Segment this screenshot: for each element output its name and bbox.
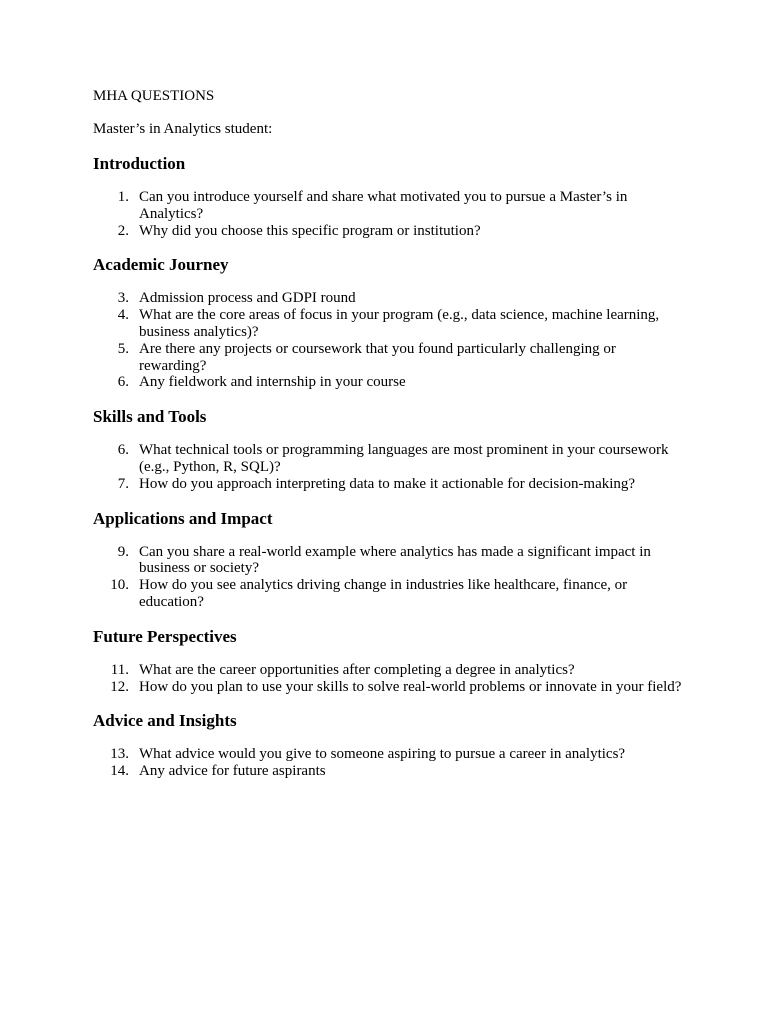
- question-list: [93, 189, 683, 239]
- question-text: What advice would you give to someone aspiring to pursue a career in analytics?: [139, 746, 626, 763]
- question-number: 3.: [117, 290, 129, 307]
- question-text: What are the core areas of focus in your program (e.g., data science, machine learning, business analytics)?: [139, 307, 660, 340]
- question-list: [93, 662, 683, 696]
- list-item: [93, 189, 683, 223]
- question-text: Any fieldwork and internship in your course: [139, 374, 406, 391]
- question-list: [93, 746, 683, 780]
- question-number: 6.: [117, 442, 129, 459]
- question-number: 5.: [117, 340, 129, 357]
- document-body: [93, 87, 683, 780]
- list-item: [93, 763, 683, 780]
- question-text: How do you see analytics driving change in industries like healthcare, finance, or education?: [139, 577, 628, 610]
- question-text: Can you introduce yourself and share what motivated you to pursue a Master’s in Analytics?: [139, 189, 628, 222]
- section-advice-and-insights: [93, 711, 683, 780]
- question-list: [93, 442, 683, 492]
- question-text: What are the career opportunities after completing a degree in analytics?: [139, 661, 575, 678]
- question-text: Admission process and GDPI round: [139, 290, 356, 307]
- question-number: 13.: [110, 746, 129, 763]
- question-number: 12.: [110, 678, 129, 695]
- section-academic-journey: [93, 255, 683, 391]
- list-item: [93, 341, 683, 375]
- question-number: 7.: [117, 475, 129, 492]
- list-item: [93, 746, 683, 763]
- list-item: [93, 544, 683, 578]
- section-heading: Future Perspectives: [93, 626, 237, 646]
- question-number: 2.: [117, 222, 129, 239]
- section-skills-and-tools: [93, 407, 683, 492]
- list-item: [93, 577, 683, 611]
- section-heading: Advice and Insights: [93, 711, 237, 731]
- question-number: 1.: [117, 189, 129, 205]
- list-item: [93, 374, 683, 391]
- question-text: Any advice for future aspirants: [139, 763, 326, 780]
- section-heading: Skills and Tools: [93, 407, 207, 427]
- sections-container: [93, 154, 683, 780]
- question-number: 11.: [110, 661, 129, 678]
- question-number: 6.: [117, 374, 129, 391]
- list-item: [93, 223, 683, 240]
- question-text: What technical tools or programming languages are most prominent in your coursework (e.g., Python, R, SQL)?: [139, 442, 669, 475]
- section-future-perspectives: [93, 627, 683, 696]
- list-item: [93, 442, 683, 476]
- question-number: 9.: [117, 543, 129, 560]
- question-text: Why did you choose this specific program or institution?: [139, 222, 481, 239]
- list-item: [93, 290, 683, 307]
- list-item: [93, 307, 683, 341]
- document-subtitle: Master’s in Analytics student:: [93, 121, 273, 137]
- section-heading: Academic Journey: [93, 255, 229, 275]
- question-number: 10.: [110, 577, 129, 594]
- question-text: How do you plan to use your skills to solve real-world problems or innovate in your field?: [139, 678, 682, 695]
- question-list: [93, 544, 683, 611]
- list-item: [93, 662, 683, 679]
- document-title: MHA QUESTIONS: [93, 88, 215, 104]
- question-number: 4.: [117, 307, 129, 324]
- question-number: 14.: [110, 763, 129, 780]
- section-heading: Applications and Impact: [93, 508, 273, 528]
- section-heading: Introduction: [93, 154, 186, 173]
- section-introduction: [93, 154, 683, 239]
- list-item: [93, 679, 683, 696]
- question-list: [93, 290, 683, 391]
- question-text: Can you share a real-world example where analytics has made a significant impact in business or society?: [139, 543, 651, 577]
- question-text: How do you approach interpreting data to make it actionable for decision-making?: [139, 475, 636, 492]
- section-applications-and-impact: [93, 509, 683, 611]
- question-text: Are there any projects or coursework that you found particularly challenging or rewarding?: [139, 340, 616, 374]
- list-item: [93, 476, 683, 493]
